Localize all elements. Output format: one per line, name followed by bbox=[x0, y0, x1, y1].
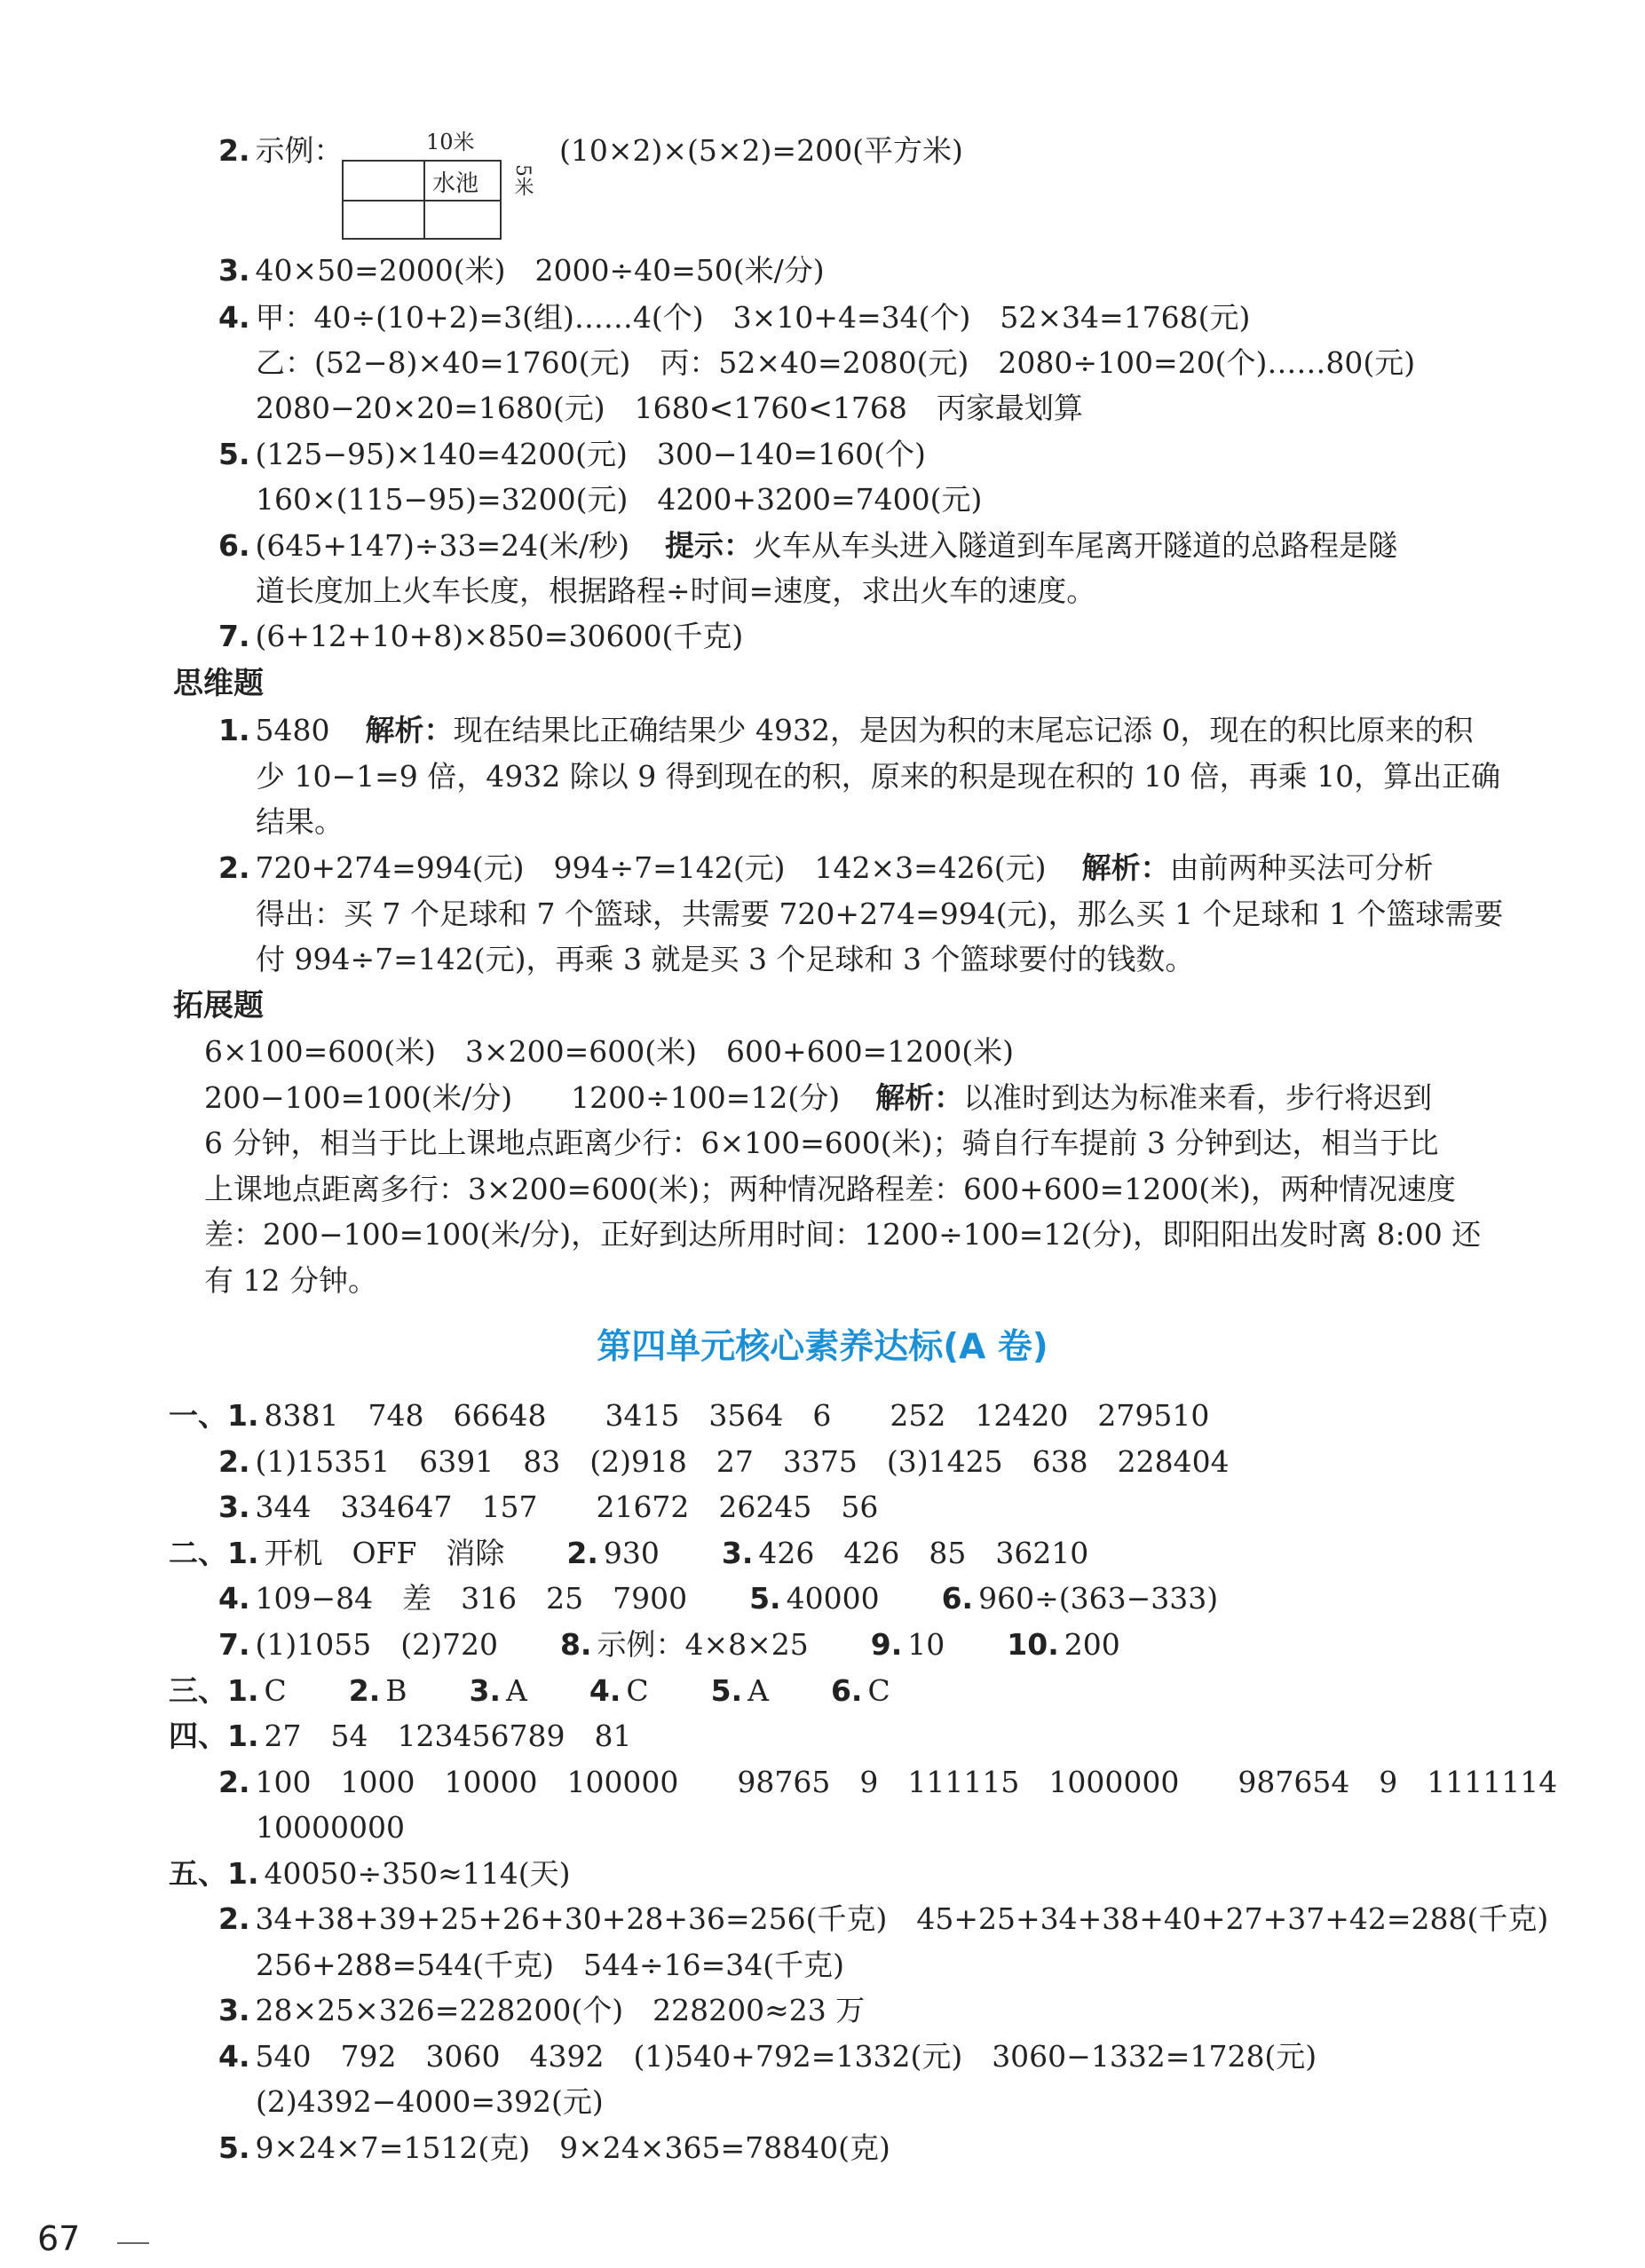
unit-5-2-line-2: 256+288=544(千克) 544÷16=34(千克) bbox=[256, 1948, 845, 1982]
diagram-height-label: 5米 bbox=[511, 164, 534, 196]
item-6: 6. (645+147)÷33=24(米/秒) 提示：火车从车头进入隧道到车尾离开隧道的总路程是隧 bbox=[218, 528, 1398, 563]
section-extension: 拓展题 bbox=[173, 988, 264, 1023]
unit-1-1: 一、1. 8381 748 66648 3415 3564 6 252 12420 279510 bbox=[169, 1398, 1210, 1433]
thinking-1-line-2: 少 10−1=9 倍，4932 除以 9 得到现在的积，原来的积是现在积的 10 倍，再乘 10，算出正确 bbox=[256, 759, 1501, 794]
extension-line-6: 有 12 分钟。 bbox=[204, 1263, 377, 1298]
thinking-2-line-3: 付 994÷7=142(元)，再乘 3 就是买 3 个足球和 3 个篮球要付的钱数。 bbox=[256, 942, 1195, 976]
extension-line-5: 差：200−100=100(米/分)，正好到达所用时间：1200÷100=12(分)，即阳阳出发时离 8:00 还 bbox=[204, 1217, 1482, 1252]
unit-5-2: 2. 34+38+39+25+26+30+28+36=256(千克) 45+25+34+38+40+27+37+42=288(千克) bbox=[218, 1901, 1549, 1936]
item-4-line-3: 2080−20×20=1680(元) 1680<1760<1768 丙家最划算 bbox=[256, 391, 1083, 425]
item-5: 5. (125−95)×140=4200(元) 300−140=160(个) bbox=[218, 437, 926, 471]
item-7: 7. (6+12+10+8)×850=30600(千克) bbox=[218, 619, 744, 653]
unit-5-3: 3. 28×25×326=228200(个) 228200≈23 万 bbox=[218, 1993, 866, 2027]
item-4: 4. 甲：40÷(10+2)=3(组)……4(个) 3×10+4=34(个) 52×34=1768(元) bbox=[218, 300, 1251, 335]
unit-5-4: 4. 540 792 3060 4392 (1)540+792=1332(元) 3060−1332=1728(元) bbox=[218, 2039, 1317, 2074]
page-number-rule bbox=[117, 2242, 149, 2244]
unit-1-3: 3. 344 334647 157 21672 26245 56 bbox=[218, 1490, 879, 1524]
item-2-formula: (10×2)×(5×2)=200(平方米) bbox=[559, 133, 963, 168]
extension-line-1: 6×100=600(米) 3×200=600(米) 600+600=1200(米) bbox=[204, 1034, 1015, 1069]
diagram-grid bbox=[342, 160, 502, 240]
item-4-line-2: 乙：(52−8)×40=1760(元) 丙：52×40=2080(元) 2080÷100=20(个)……80(元) bbox=[256, 345, 1416, 380]
unit-5-1: 五、1. 40050÷350≈114(天) bbox=[169, 1856, 571, 1891]
thinking-2: 2. 720+274=994(元) 994÷7=142(元) 142×3=426(元) 解析：由前两种买法可分析 bbox=[218, 850, 1434, 885]
item-5-line-2: 160×(115−95)=3200(元) 4200+3200=7400(元) bbox=[256, 482, 983, 517]
unit-title: 第四单元核心素养达标(A 卷) bbox=[597, 1327, 1048, 1367]
thinking-2-line-2: 得出：买 7 个足球和 7 个篮球，共需要 720+274=994(元)，那么买 1 个足球和 1 个篮球需要 bbox=[256, 897, 1504, 931]
diagram-pool-label: 水池 bbox=[432, 170, 479, 197]
item-3: 3. 40×50=2000(米) 2000÷40=50(米/分) bbox=[218, 253, 825, 288]
item-2: 2. 示例： bbox=[218, 133, 344, 168]
unit-4-2-line-2: 10000000 bbox=[256, 1810, 405, 1845]
pool-diagram bbox=[337, 124, 550, 249]
unit-5-4-line-2: (2)4392−4000=392(元) bbox=[256, 2084, 604, 2119]
diagram-width-label: 10米 bbox=[426, 130, 475, 154]
unit-4-2: 2. 100 1000 10000 100000 98765 9 111115 1000000 987654 9 1111114 bbox=[218, 1765, 1558, 1799]
unit-1-2: 2. (1)15351 6391 83 (2)918 27 3375 (3)1425 638 228404 bbox=[218, 1444, 1230, 1479]
unit-3: 三、1. C 2. B 3. A 4. C 5. A 6. C bbox=[169, 1673, 890, 1708]
unit-2-row-1: 二、1. 开机 OFF 消除 2. 930 3. 426 426 85 36210 bbox=[169, 1536, 1089, 1570]
extension-line-4: 上课地点距离多行：3×200=600(米)；两种情况路程差：600+600=1200(米)，两种情况速度 bbox=[204, 1172, 1457, 1206]
item-6-line-2: 道长度加上火车长度，根据路程÷时间=速度，求出火车的速度。 bbox=[256, 573, 1096, 608]
thinking-1: 1. 5480 解析：现在结果比正确结果少 4932，是因为积的末尾忘记添 0，现在的积比原来的积 bbox=[218, 713, 1474, 747]
page-number: 67 bbox=[37, 2219, 81, 2258]
unit-2-row-2: 4. 109−84 差 316 25 7900 5. 40000 6. 960÷(363−333) bbox=[218, 1581, 1219, 1616]
thinking-1-line-3: 结果。 bbox=[256, 804, 344, 839]
extension-line-3: 6 分钟，相当于比上课地点距离少行：6×100=600(米)；骑自行车提前 3 分钟到达，相当于比 bbox=[204, 1126, 1439, 1160]
extension-line-2: 200−100=100(米/分) 1200÷100=12(分) 解析：以准时到达为标准来看，步行将迟到 bbox=[204, 1080, 1433, 1115]
section-thinking: 思维题 bbox=[173, 666, 264, 701]
unit-2-row-3: 7. (1)1055 (2)720 8. 示例：4×8×25 9. 10 10. 200 bbox=[218, 1627, 1120, 1662]
unit-4-1: 四、1. 27 54 123456789 81 bbox=[169, 1719, 632, 1753]
unit-5-5: 5. 9×24×7=1512(克) 9×24×365=78840(克) bbox=[218, 2130, 890, 2165]
